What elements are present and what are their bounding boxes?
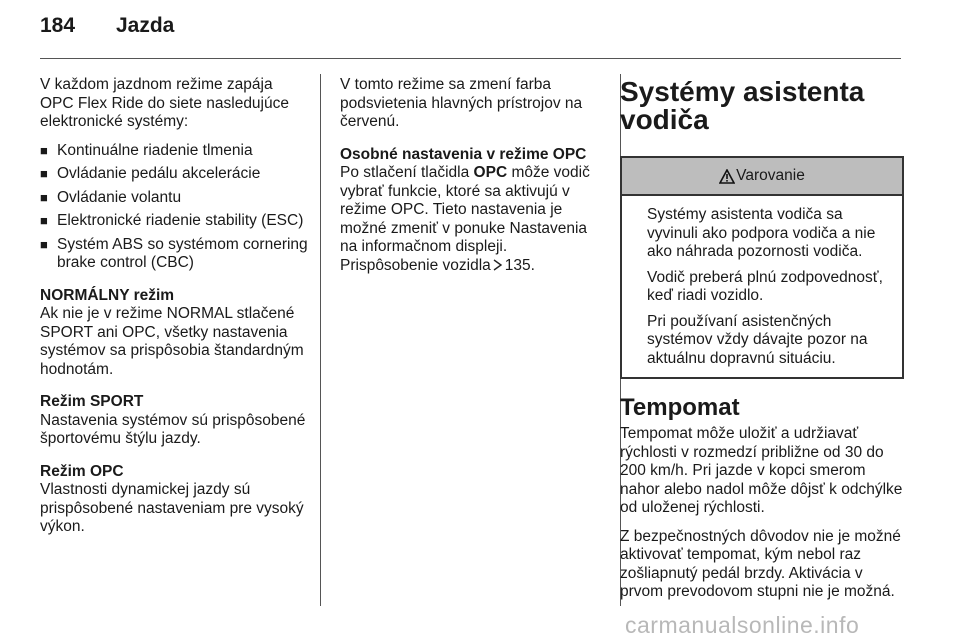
column-1 — [40, 76, 308, 547]
section-heading: Systémy asistenta vodiča — [620, 76, 865, 135]
systems-list — [40, 142, 308, 273]
opc-button-label: OPC — [473, 164, 508, 181]
warning-paragraph: Systémy asistenta vodiča sa vyvinuli ako podpora vodiča a nie ako náhrada pozornosti vodiča. — [647, 206, 876, 260]
bullet-icon: ■ — [40, 236, 48, 252]
warning-triangle-icon — [719, 169, 735, 184]
tempomat-paragraph: Tempomat môže uložiť a udržiavať rýchlosti v rozmedzí približne od 30 do 200 km/h. Pri jazde v kopci smerom nahor alebo nadol môže dôjsť k odchýlke od uloženej rýchlosti. — [620, 425, 903, 516]
column-2: V tomto režime sa zmení farba podsvietenia hlavných prístrojov na červenú. Osobné nastavenia v režime OPC Po stlačení tlačidla OPC môže vodič vybrať funkcie, ktoré sa aktivujú v režime OPC. Tieto nastavenia je možné zmeniť v ponuke Nastavenia na informačnom displeji. Prispôsobenie vozidla 135. — [340, 76, 606, 285]
reference-arrow-icon — [493, 259, 503, 271]
header-divider — [40, 58, 901, 59]
watermark: carmanualsonline.info — [625, 612, 860, 638]
normal-mode-heading: NORMÁLNY režim — [40, 286, 175, 304]
page-title: Jazda — [116, 14, 175, 37]
sport-mode-text: Nastavenia systémov sú prispôsobené športovému štýlu jazdy. — [40, 411, 306, 447]
cross-reference[interactable]: Prispôsobenie vozidla 135. — [340, 256, 535, 274]
list-item: ■ Elektronické riadenie stability (ESC) — [40, 212, 304, 229]
bullet-icon: ■ — [40, 166, 48, 181]
opc-mode-text: Vlastnosti dynamickej jazdy sú prispôsobené nastaveniam pre vysoký výkon. — [40, 481, 304, 535]
warning-label: Varovanie — [736, 166, 805, 184]
list-item: ■ Ovládanie volantu — [40, 188, 182, 206]
opc-mode-heading: Režim OPC — [40, 462, 124, 480]
list-item: ■ Ovládanie pedálu akcelerácie — [40, 165, 261, 182]
bullet-icon: ■ — [40, 213, 48, 228]
tempomat-paragraph: Z bezpečnostných dôvodov nie je možné aktivovať tempomat, kým nebol raz zošliapnutý pedál brzdy. Aktivácia v prvom prevodovom stupni nie je možná. — [620, 527, 901, 600]
page-number: 184 — [40, 14, 76, 37]
sport-mode-heading: Režim SPORT — [40, 393, 144, 410]
tempomat-heading: Tempomat — [620, 394, 740, 421]
warning-body — [622, 196, 902, 377]
column-3 — [620, 76, 904, 612]
personal-settings-heading: Osobné nastavenia v režime OPC — [340, 145, 587, 163]
flexride-intro: V každom jazdnom režime zapája OPC Flex Ride do siete nasledujúce elektronické systémy: — [40, 76, 289, 130]
list-item: ■ Systém ABS so systémom cornering brake control (CBC) — [40, 235, 308, 271]
warning-header — [622, 158, 902, 196]
warning-paragraph: Vodič preberá plnú zodpovednosť, keď riadi vozidlo. — [647, 268, 883, 304]
bullet-icon: ■ — [40, 189, 48, 205]
bullet-icon: ■ — [40, 142, 48, 158]
warning-paragraph: Pri používaní asistenčných systémov vždy dávajte pozor na aktuálnu dopravnú situáciu. — [647, 312, 868, 367]
column-divider-1 — [320, 74, 321, 606]
opc-backlight-text: V tomto režime sa zmení farba podsvietenia hlavných prístrojov na červenú. — [340, 76, 583, 130]
list-item: ■ Kontinuálne riadenie tlmenia — [40, 141, 253, 159]
warning-box — [620, 156, 904, 379]
normal-mode-text: Ak nie je v režime NORMAL stlačené SPORT ani OPC, všetky nastavenia systémov sa prispôsobia štandardným hodnotám. — [40, 305, 304, 378]
